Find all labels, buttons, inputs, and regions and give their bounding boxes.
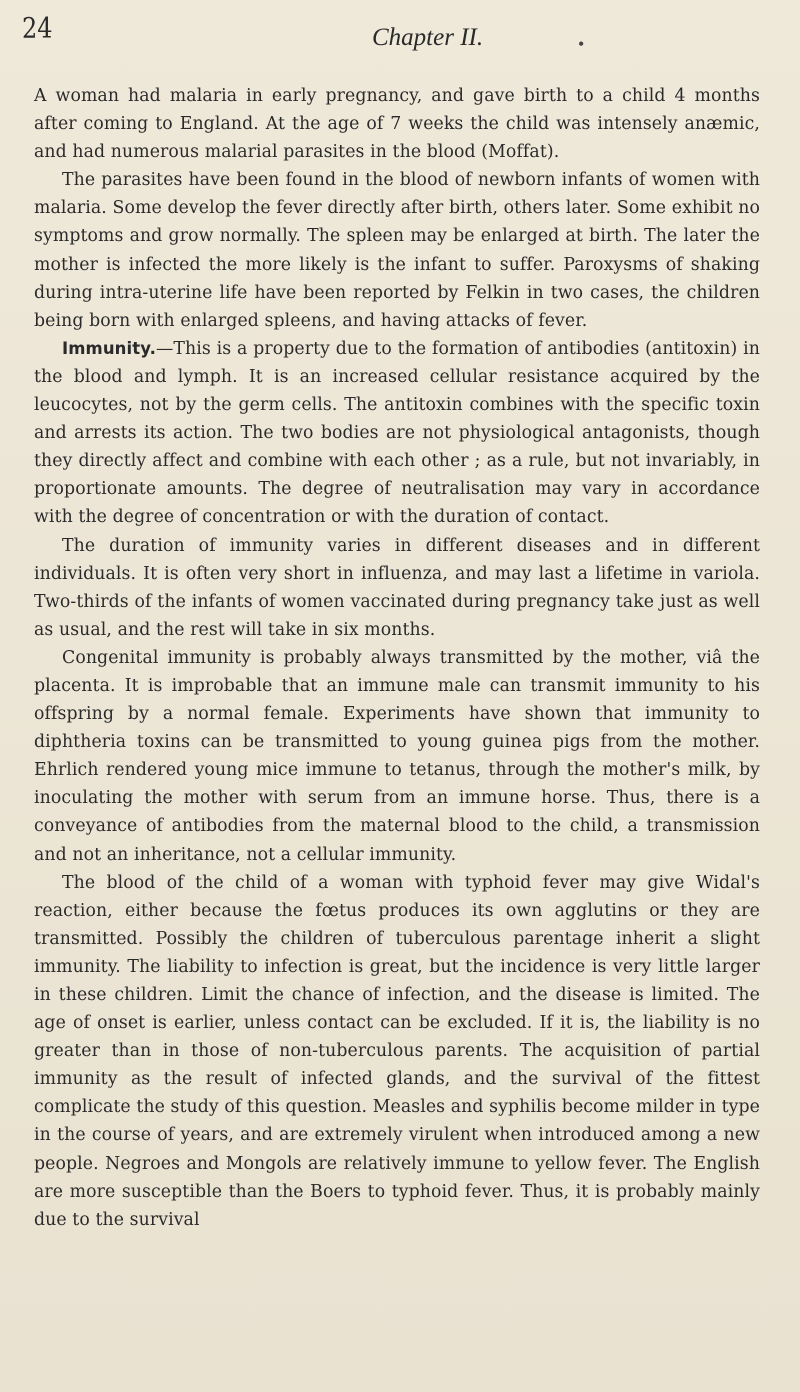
paragraph-immunity (34, 335, 760, 532)
paragraph-duration-immunity: The duration of immunity varies in different diseases and in different individuals. It is often very short in influenza, and may last a lifetime in variola. Two-thirds of the infants of women vaccinated during pregnancy take just as well as usual, and the rest will take in six months. (34, 535, 760, 640)
paragraph-parasites-newborn: The parasites have been found in the blood of newborn infants of women with malaria. Some develop the fever directly after birth, others later. Some exhibit no symptoms and grow normally. The spleen may be enlarged at birth. The later the mother is infected the more likely is the infant to suffer. Paroxysms of shaking during intra-uterine life have been reported by Felkin in two cases, the children being born with enlarged spleens, and having attacks of fever. (34, 170, 760, 331)
body-text (34, 82, 760, 1234)
chapter-title: Chapter II. (372, 24, 484, 51)
page-number: 24 (22, 12, 53, 45)
paragraph-typhoid-tuberculous: The blood of the child of a woman with typhoid fever may give Widal's reaction, either because the fœtus produces its own agglutins or they are transmitted. Possibly the children of tuberculous parentage inherit a slight immunity. The liability to infection is great, but the incidence is very little larger in these children. Limit the chance of infection, and the disease is limited. The age of onset is earlier, unless contact can be excluded. If it is, the liability is no greater than in those of non-tuberculous parents. The acquisition of partial immunity as the result of infected glands, and the survival of the fittest complicate the study of this question. Measles and syphilis become milder in type in the course of years, and are extremely virulent when introduced among a new people. Negroes and Mongols are relatively immune to yellow fever. The English are more susceptible than the Boers to typhoid fever. Thus, it is probably mainly due to the survival (34, 872, 760, 1230)
section-heading-immunity: Immunity. (62, 338, 156, 358)
paragraph-malaria-case: A woman had malaria in early pregnancy, and gave birth to a child 4 months after coming to England. At the age of 7 weeks the child was intensely anæmic, and had numerous malarial parasites in the blood (Moffat). (34, 86, 760, 163)
paragraph-immunity-text: —This is a property due to the formation of antibodies (antitoxin) in the blood and lymph. It is an increased cellular resistance acquired by the leucocytes, not by the germ cells. The antitoxin combines with the specific toxin and arrests its action. The two bodies are not physiological antagonists, though they directly affect and combine with each other ; as a rule, but not invariably, in proportionate amounts. The degree of neutralisation may vary in accordance with the degree of concentration or with the duration of contact. (34, 338, 760, 528)
header-mark: • (578, 34, 585, 54)
running-head (0, 10, 800, 60)
paragraph-congenital-immunity: Congenital immunity is probably always transmitted by the mother, viâ the placenta. It is improbable that an immune male can transmit immunity to his offspring by a normal female. Experiments have shown that immunity to diphtheria toxins can be transmitted to young guinea pigs from the mother. Ehrlich rendered young mice immune to tetanus, through the mother's milk, by inoculating the mother with serum from an immune horse. Thus, there is a conveyance of antibodies from the maternal blood to the child, a transmission and not an inheritance, not a cellular immunity. (34, 647, 760, 865)
